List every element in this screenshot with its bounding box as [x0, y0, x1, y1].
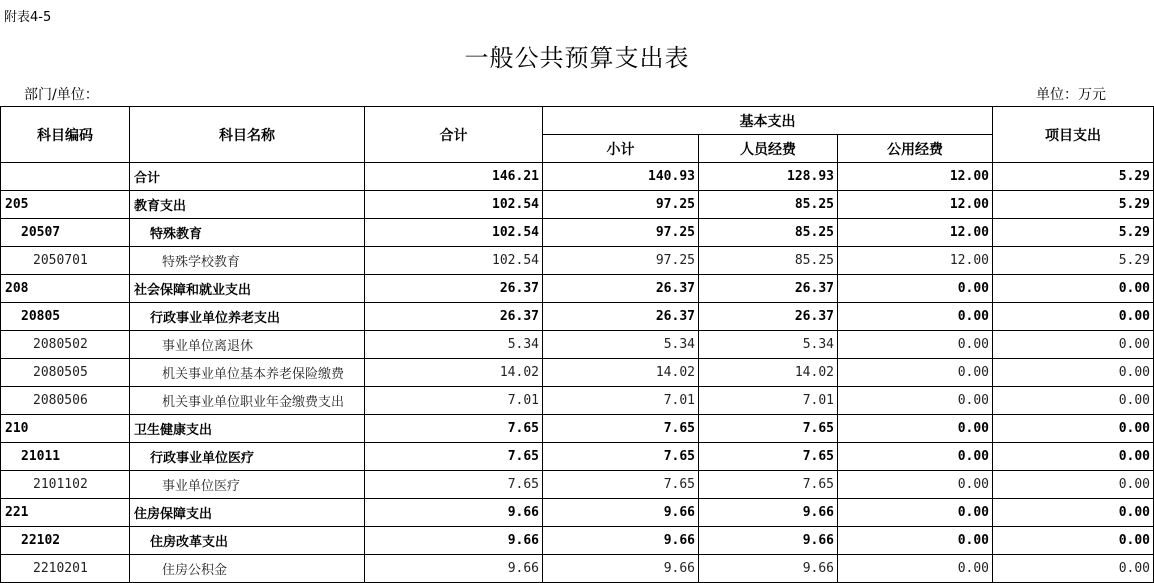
cell-code: 205: [1, 191, 130, 219]
table-body: [1, 163, 1154, 583]
cell-subtotal: 14.02: [543, 359, 699, 387]
table-row: [1, 471, 1154, 499]
cell-total: 9.66: [365, 527, 543, 555]
cell-project: 0.00: [993, 471, 1154, 499]
cell-project: 0.00: [993, 527, 1154, 555]
cell-subtotal: 7.01: [543, 387, 699, 415]
cell-subtotal: 7.65: [543, 471, 699, 499]
cell-personnel: 9.66: [699, 527, 838, 555]
table-row: [1, 331, 1154, 359]
cell-name: 行政事业单位医疗: [130, 443, 365, 471]
cell-code: 2080505: [1, 359, 130, 387]
cell-total: 26.37: [365, 275, 543, 303]
cell-total: 146.21: [365, 163, 543, 191]
cell-subtotal: 140.93: [543, 163, 699, 191]
cell-subtotal: 26.37: [543, 275, 699, 303]
table-header: [1, 107, 1154, 163]
cell-name: 合计: [130, 163, 365, 191]
cell-subtotal: 97.25: [543, 191, 699, 219]
cell-subtotal: 7.65: [543, 415, 699, 443]
cell-project: 5.29: [993, 163, 1154, 191]
cell-project: 0.00: [993, 443, 1154, 471]
table-row: [1, 387, 1154, 415]
cell-project: 0.00: [993, 555, 1154, 583]
cell-public: 12.00: [838, 191, 993, 219]
cell-code: 20805: [1, 303, 130, 331]
cell-total: 102.54: [365, 191, 543, 219]
cell-total: 5.34: [365, 331, 543, 359]
cell-personnel: 85.25: [699, 219, 838, 247]
cell-total: 102.54: [365, 219, 543, 247]
cell-project: 5.29: [993, 191, 1154, 219]
cell-name: 特殊教育: [130, 219, 365, 247]
cell-project: 0.00: [993, 359, 1154, 387]
cell-total: 102.54: [365, 247, 543, 275]
cell-public: 0.00: [838, 527, 993, 555]
cell-personnel: 7.01: [699, 387, 838, 415]
cell-public: 0.00: [838, 331, 993, 359]
table-row: [1, 303, 1154, 331]
table-row: [1, 527, 1154, 555]
cell-personnel: 14.02: [699, 359, 838, 387]
header-total: 合计: [365, 107, 543, 163]
unit-label: 单位：万元: [1036, 87, 1106, 103]
cell-code: 2080506: [1, 387, 130, 415]
cell-name: 教育支出: [130, 191, 365, 219]
table-row: [1, 555, 1154, 583]
header-personnel: 人员经费: [699, 135, 838, 163]
table-row: [1, 359, 1154, 387]
cell-project: 0.00: [993, 303, 1154, 331]
cell-personnel: 85.25: [699, 191, 838, 219]
table-row: [1, 443, 1154, 471]
cell-name: 住房保障支出: [130, 499, 365, 527]
cell-public: 0.00: [838, 359, 993, 387]
cell-total: 26.37: [365, 303, 543, 331]
cell-personnel: 9.66: [699, 499, 838, 527]
cell-personnel: 26.37: [699, 303, 838, 331]
cell-subtotal: 26.37: [543, 303, 699, 331]
cell-code: 20507: [1, 219, 130, 247]
budget-table: [0, 106, 1154, 583]
cell-personnel: 9.66: [699, 555, 838, 583]
cell-name: 事业单位离退休: [130, 331, 365, 359]
header-public: 公用经费: [838, 135, 993, 163]
table-row: [1, 219, 1154, 247]
cell-personnel: 85.25: [699, 247, 838, 275]
cell-subtotal: 5.34: [543, 331, 699, 359]
table-row: [1, 275, 1154, 303]
header-basic: 基本支出: [543, 107, 993, 135]
cell-personnel: 128.93: [699, 163, 838, 191]
cell-public: 0.00: [838, 415, 993, 443]
cell-public: 12.00: [838, 247, 993, 275]
cell-name: 特殊学校教育: [130, 247, 365, 275]
cell-name: 住房改革支出: [130, 527, 365, 555]
cell-total: 7.65: [365, 443, 543, 471]
table-row: [1, 247, 1154, 275]
table-row: [1, 415, 1154, 443]
cell-personnel: 7.65: [699, 443, 838, 471]
cell-public: 0.00: [838, 387, 993, 415]
cell-subtotal: 9.66: [543, 555, 699, 583]
cell-subtotal: 97.25: [543, 219, 699, 247]
cell-name: 社会保障和就业支出: [130, 275, 365, 303]
cell-name: 行政事业单位养老支出: [130, 303, 365, 331]
cell-public: 0.00: [838, 443, 993, 471]
cell-code: 210: [1, 415, 130, 443]
cell-public: 12.00: [838, 163, 993, 191]
cell-project: 0.00: [993, 331, 1154, 359]
cell-subtotal: 9.66: [543, 499, 699, 527]
cell-total: 7.65: [365, 471, 543, 499]
cell-project: 0.00: [993, 275, 1154, 303]
cell-public: 0.00: [838, 471, 993, 499]
cell-personnel: 26.37: [699, 275, 838, 303]
cell-code: 2050701: [1, 247, 130, 275]
cell-code: 22102: [1, 527, 130, 555]
cell-code: 2101102: [1, 471, 130, 499]
cell-subtotal: 97.25: [543, 247, 699, 275]
department-label: 部门/单位：: [24, 87, 99, 103]
cell-project: 5.29: [993, 219, 1154, 247]
cell-personnel: 7.65: [699, 471, 838, 499]
table-row: [1, 499, 1154, 527]
cell-subtotal: 9.66: [543, 527, 699, 555]
cell-total: 7.01: [365, 387, 543, 415]
cell-public: 0.00: [838, 275, 993, 303]
cell-project: 0.00: [993, 415, 1154, 443]
cell-code: 2210201: [1, 555, 130, 583]
cell-subtotal: 7.65: [543, 443, 699, 471]
cell-code: 2080502: [1, 331, 130, 359]
header-code: 科目编码: [1, 107, 130, 163]
cell-project: 0.00: [993, 387, 1154, 415]
cell-code: 208: [1, 275, 130, 303]
header-project: 项目支出: [993, 107, 1154, 163]
cell-code: [1, 163, 130, 191]
cell-name: 事业单位医疗: [130, 471, 365, 499]
cell-public: 0.00: [838, 555, 993, 583]
cell-public: 0.00: [838, 303, 993, 331]
cell-name: 住房公积金: [130, 555, 365, 583]
cell-total: 9.66: [365, 555, 543, 583]
cell-project: 5.29: [993, 247, 1154, 275]
header-subtotal: 小计: [543, 135, 699, 163]
cell-total: 14.02: [365, 359, 543, 387]
header-name: 科目名称: [130, 107, 365, 163]
table-row: [1, 163, 1154, 191]
cell-code: 21011: [1, 443, 130, 471]
cell-code: 221: [1, 499, 130, 527]
table-row: [1, 191, 1154, 219]
cell-total: 7.65: [365, 415, 543, 443]
cell-name: 机关事业单位基本养老保险缴费: [130, 359, 365, 387]
cell-personnel: 7.65: [699, 415, 838, 443]
appendix-label: 附表4-5: [4, 10, 52, 25]
cell-personnel: 5.34: [699, 331, 838, 359]
cell-name: 卫生健康支出: [130, 415, 365, 443]
page-title: 一般公共预算支出表: [464, 44, 690, 72]
cell-public: 0.00: [838, 499, 993, 527]
cell-public: 12.00: [838, 219, 993, 247]
cell-total: 9.66: [365, 499, 543, 527]
cell-name: 机关事业单位职业年金缴费支出: [130, 387, 365, 415]
cell-project: 0.00: [993, 499, 1154, 527]
